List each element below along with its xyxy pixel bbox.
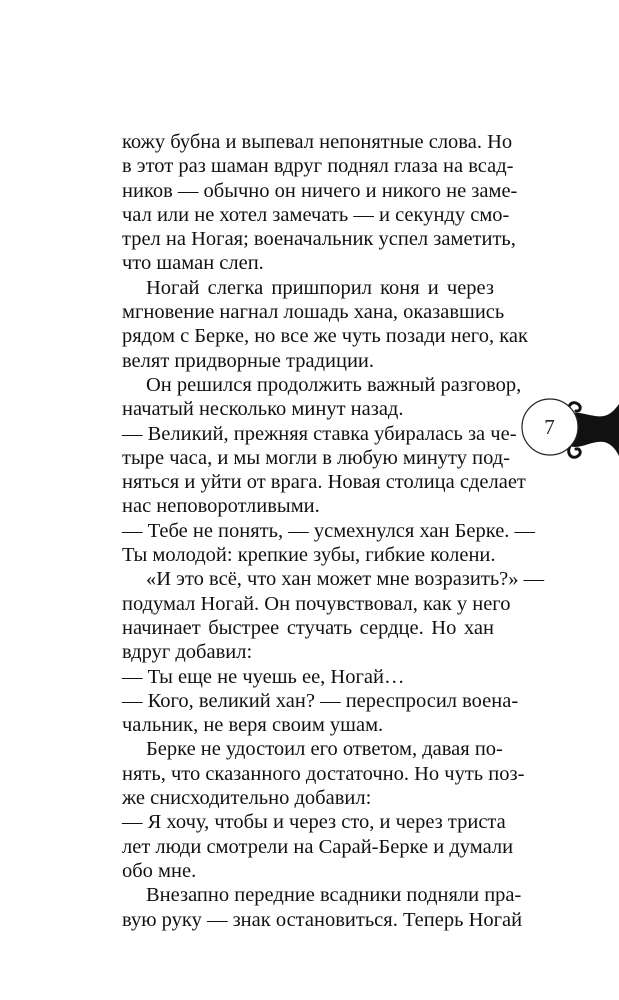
text-line: начатый несколько минут назад. [122, 398, 404, 421]
text-line: обо мне. [122, 859, 197, 882]
text-line: Он решился продолжить важный разговор, [146, 373, 522, 396]
text-line: — Ты еще не чуешь ее, Ногай… [122, 665, 405, 688]
text-line: ников — обычно он ничего и никого не заме- [122, 179, 518, 202]
text-line: подумал Ногай. Он почувствовал, как у него [122, 592, 511, 615]
text-line: тыре часа, и мы могли в любую минуту под- [122, 446, 510, 469]
text-line: нять, что сказанного достаточно. Но чуть поз- [122, 762, 525, 785]
text-line: чал или не хотел замечать — и секунду смо- [122, 203, 510, 226]
text-line: Ногай слегка пришпорил коня и через [146, 276, 494, 299]
text-line: же снисходительно добавил: [122, 787, 372, 810]
text-line: трел на Ногая; военачальник успел заметить, [122, 228, 516, 251]
text-line: начинает быстрее стучать сердце. Но хан [122, 616, 494, 639]
text-line: рядом с Берке, но все же чуть позади него, как [122, 325, 528, 348]
text-line: «И это всё, что хан может мне возразить?» — [146, 568, 545, 591]
text-line: кожу бубна и выпевал непонятные слова. Но [122, 131, 513, 153]
text-line: Берке не удостоил его ответом, давая по- [146, 738, 503, 761]
text-line: лет люди смотрели на Сарай-Берке и думали [122, 835, 514, 858]
text-line: мгновение нагнал лошадь хана, оказавшись [122, 301, 505, 324]
text-line: — Тебе не понять, — усмехнулся хан Берке. — [122, 519, 536, 542]
text-line: велят придворные традиции. [122, 349, 375, 372]
text-line: вую руку — знак остановиться. Теперь Ногай [122, 908, 523, 931]
text-line: — Великий, прежняя ставка убиралась за че- [122, 422, 517, 445]
text-line: Внезапно передние всадники подняли пра- [146, 884, 522, 907]
text-line: в этот раз шаман вдруг поднял глаза на всад- [122, 155, 514, 178]
text-line: что шаман слеп. [122, 252, 264, 275]
text-line: Ты молодой: крепкие зубы, гибкие колени. [122, 544, 496, 567]
page-number: 7 [544, 415, 555, 439]
page-text-body [122, 130, 545, 932]
text-line: вдруг добавил: [122, 641, 253, 664]
text-line: нас неповоротливыми. [122, 495, 320, 518]
page-number-marker [520, 396, 619, 466]
text-line: чальник, не веря своим ушам. [122, 714, 384, 737]
text-line: — Я хочу, чтобы и через сто, и через триста [122, 811, 506, 834]
text-line: — Кого, великий хан? — переспросил воена- [122, 689, 519, 712]
text-line: няться и уйти от врага. Новая столица сделает [122, 471, 526, 494]
